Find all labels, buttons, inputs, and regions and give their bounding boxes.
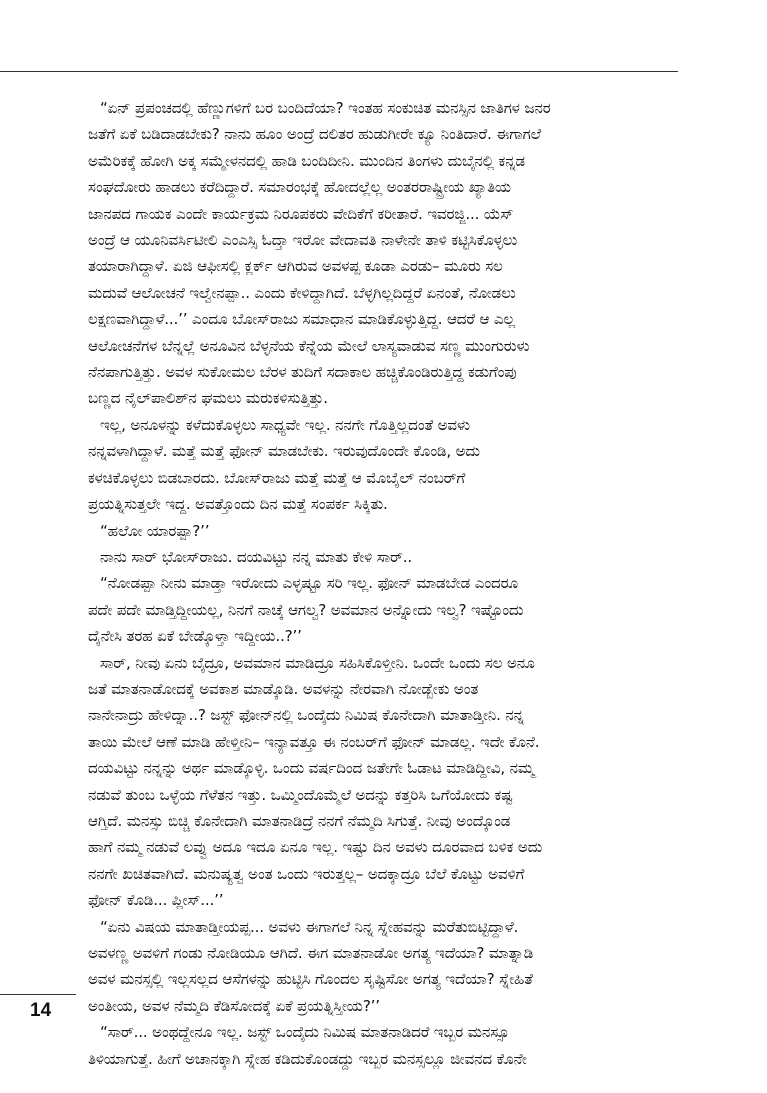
text-line: ಪದೇ ಪದೇ ಮಾಡ್ತಿದ್ದೀಯಲ್ಲ, ನಿನಗೆ ನಾಚ್ಕೆ ಆಗಲ್ವ? ಅವಮಾನ ಅನ್ನೋದು ಇಲ್ವ? ಇಷ್ಟೊಂದು [88, 600, 524, 619]
text-line: “ಸಾರ್... ಅಂಥದ್ದೇನೂ ಇಲ್ಲ. ಜಸ್ಟ್ ಒಂದೈದು ನಿಮಿಷ ಮಾತನಾಡಿದರೆ ಇಬ್ಬರ ಮನಸ್ಸೂ [100, 1023, 510, 1042]
text-line: ಜತೆ ಮಾತನಾಡೋದಕ್ಕೆ ಅವಕಾಶ ಮಾಡ್ಕೊಡಿ. ಅವಳನ್ನು ನೇರವಾಗಿ ನೋಡ್ಬೇಕು ಅಂತ [88, 679, 479, 698]
page-body [88, 95, 680, 1072]
header-rule [0, 71, 678, 72]
paragraph [88, 518, 680, 544]
text-line: “ಹಲೋ ಯಾರಪ್ಪಾ?’’ [100, 521, 210, 540]
footer-rule [0, 994, 76, 995]
text-line: ಆಗ್ತಿದೆ. ಮನಸ್ಸು ಬಿಚ್ಚಿ ಕೊನೇದಾಗಿ ಮಾತನಾಡಿದ್ರೆ ನನಗೆ ನೆಮ್ಮದಿ ಸಿಗುತ್ತೆ. ನೀವು ಅಂದ್ಕೊಂಡ [88, 811, 511, 830]
text-line: “ನೋಡಪ್ಪಾ ನೀನು ಮಾಡ್ತಾ ಇರೋದು ಎಳ್ಳಷ್ಟೂ ಸರಿ ಇಲ್ಲ. ಫೋನ್ ಮಾಡಬೇಡ ಎಂದರೂ [100, 574, 519, 593]
paragraph [88, 650, 680, 914]
paragraph [88, 570, 680, 649]
text-line: ನನ್ನವಳಾಗಿದ್ದಾಳೆ. ಮತ್ತೆ ಮತ್ತೆ ಫೋನ್ ಮಾಡಬೇಕು. ಇರುವುದೊಂದೇ ಕೊಂಡಿ, ಅದು [88, 442, 480, 461]
text-line: ಸಂಘದೋರು ಹಾಡಲು ಕರೆದಿದ್ದಾರೆ. ಸಮಾರಂಭಕ್ಕೆ ಹೋದಲ್ಲೆಲ್ಲ ಅಂತರರಾಷ್ಟ್ರೀಯ ಖ್ಯಾತಿಯ [88, 178, 512, 197]
text-line: ತಯಾರಾಗಿದ್ದಾಳೆ. ಏಜಿ ಆಫೀಸಲ್ಲಿ ಕ್ಲರ್ಕ್ ಆಗಿರುವ ಅವಳಪ್ಪ ಕೂಡಾ ಎರಡು– ಮೂರು ಸಲ [88, 257, 503, 276]
page-number: 14 [30, 1000, 52, 1021]
text-line: ಮದುವೆ ಆಲೋಚನೆ ಇಲ್ವೇನಪ್ಪಾ.. ಎಂದು ಕೇಳಿದ್ದಾಗಿದೆ. ಬೆಳ್ಳಗಿಲ್ಲದಿದ್ದರೆ ಏನಂತೆ, ನೋಡಲು [88, 283, 516, 302]
text-line: ಪ್ರಯತ್ನಿಸುತ್ತಲೇ ಇದ್ದ. ಅವತ್ತೊಂದು ದಿನ ಮತ್ತೆ ಸಂಪರ್ಕ ಸಿಕ್ಕಿತು. [88, 495, 388, 514]
text-line: ತಿಳಿಯಾಗುತ್ತೆ. ಹೀಗೆ ಅಚಾನಕ್ಕಾಗಿ ಸ್ನೇಹ ಕಡಿದುಕೊಂಡದ್ದು ಇಬ್ಬರ ಮನಸ್ಸಲ್ಲೂ ಜೀವನದ ಕೊನೇ [88, 1049, 527, 1068]
text-line: ಹಾಗೆ ನಮ್ಮ ನಡುವೆ ಲವ್ವು ಅದೂ ಇದೂ ಏನೂ ಇಲ್ಲ. ಇಷ್ಟು ದಿನ ಅವಳು ದೂರವಾದ ಬಳಿಕ ಅದು [88, 838, 543, 857]
paragraph [88, 1019, 680, 1072]
text-line: ಇಲ್ಲ, ಅನೂಳನ್ನು ಕಳೆದುಕೊಳ್ಳಲು ಸಾಧ್ಯವೇ ಇಲ್ಲ. ನನಗೇ ಗೊತ್ತಿಲ್ಲದಂತೆ ಅವಳು [100, 415, 470, 434]
text-line: ಜತೆಗೆ ಏಕೆ ಬಡಿದಾಡಬೇಕು? ನಾನು ಹೂಂ ಅಂದ್ರೆ ದಲಿತರ ಹುಡುಗೀರೇ ಕ್ಯೂ ನಿಂತಿದಾರೆ. ಈಗಾಗಲೆ [88, 125, 541, 144]
paragraph [88, 914, 680, 1020]
text-line: ಅವಳಣ್ಣ ಅವಳಿಗೆ ಗಂಡು ನೋಡಿಯೂ ಆಗಿದೆ. ಈಗ ಮಾತನಾಡೋ ಅಗತ್ಯ ಇದೆಯಾ? ಮಾತ್ನಾಡಿ [88, 944, 534, 962]
paragraph [88, 544, 680, 570]
text-line: ಜಾನಪದ ಗಾಯಕ ಎಂದೇ ಕಾರ್ಯಕ್ರಮ ನಿರೂಪಕರು ವೇದಿಕೆಗೆ ಕರೀತಾರೆ. ಇವರಜ್ಜಿ... ಯೆಸ್ [88, 204, 514, 223]
text-line: ನಾನೇನಾದ್ರು ಹೇಳಿದ್ನಾ..? ಜಸ್ಟ್ ಫೋನ್‌ನಲ್ಲಿ ಒಂದೈದು ನಿಮಿಷ ಕೊನೇದಾಗಿ ಮಾತಾಡ್ತೀನಿ. ನನ್ನ [88, 706, 524, 725]
text-line: ನೆನಪಾಗುತ್ತಿತ್ತು. ಅವಳ ಸುಕೋಮಲ ಬೆರಳ ತುದಿಗೆ ಸದಾಕಾಲ ಹಚ್ಚಿಕೊಂಡಿರುತ್ತಿದ್ದ ಕಡುಗೆಂಪು [88, 363, 517, 382]
text-line: ಆಲೋಚನೆಗಳ ಬೆನ್ನಲ್ಲೆ ಅನೂವಿನ ಬೆಳ್ಳನೆಯ ಕೆನ್ನೆಯ ಮೇಲೆ ಲಾಸ್ಯವಾಡುವ ಸಣ್ಣ ಮುಂಗುರುಳು [88, 336, 530, 355]
text-line: ನನಗೇ ಖಚಿತವಾಗಿದೆ. ಮನುಷ್ಯತ್ವ ಅಂತ ಒಂದು ಇರುತ್ತಲ್ಲ– ಅದಕ್ಕಾದ್ರೂ ಬೆಲೆ ಕೊಟ್ಟು ಅವಳಿಗೆ [88, 864, 525, 883]
text-line: ದೈನೇಸಿ ತರಹ ಏಕೆ ಬೇಡ್ಕೊಳ್ತಾ ಇದ್ದೀಯ..?’’ [88, 627, 302, 646]
text-line: ನಡುವೆ ತುಂಬ ಒಳ್ಳೆಯ ಗೆಳೆತನ ಇತ್ತು. ಒಮ್ಮಿಂದೊಮ್ಮೆಲೆ ಅದನ್ನು ಕತ್ತರಿಸಿ ಒಗೆಯೋದು ಕಷ್ಟ [88, 785, 513, 804]
text-line: ಲಕ್ಷಣವಾಗಿದ್ದಾಳೆ...’’ ಎಂದೂ ಬೋಸ್‌ರಾಜು ಸಮಾಧಾನ ಮಾಡಿಕೊಳ್ಳುತ್ತಿದ್ದ. ಆದರೆ ಆ ಎಲ್ಲ [88, 310, 515, 329]
text-line: ನಾನು ಸಾರ್ ಭೋಸ್‌ರಾಜು. ದಯವಿಟ್ಟು ನನ್ನ ಮಾತು ಕೇಳಿ ಸಾರ್.. [100, 547, 413, 566]
text-line: ಸಾರ್, ನೀವು ಏನು ಬೈದ್ರೂ, ಅವಮಾನ ಮಾಡಿದ್ರೂ ಸಹಿಸಿಕೊಳ್ತೀನಿ. ಒಂದೇ ಒಂದು ಸಲ ಅನೂ [100, 653, 535, 672]
text-line: ಅಂತೀಯ, ಅವಳ ನೆಮ್ಮದಿ ಕೆಡಿಸೋದಕ್ಕೆ ಏಕೆ ಪ್ರಯತ್ನಿಸ್ತೀಯ?’’ [88, 996, 380, 1015]
text-line: ಬಣ್ಣದ ನೈಲ್‌ಪಾಲಿಶ್‌ನ ಘಮಲು ಮರುಕಳಿಸುತ್ತಿತ್ತು. [88, 389, 328, 408]
paragraph [88, 412, 680, 518]
text-line: ಅಂದ್ರೆ ಆ ಯೂನಿವರ್ಸಿಟೀಲಿ ಎಂಎಸ್ಸಿ ಓದ್ತಾ ಇರೋ ವೇದಾವತಿ ನಾಳೇನೇ ತಾಳಿ ಕಟ್ಟಿಸಿಕೊಳ್ಳಲು [88, 231, 518, 250]
text-line: ದಯವಿಟ್ಟು ನನ್ನನ್ನು ಅರ್ಥ ಮಾಡ್ಕೊಳ್ಳಿ. ಒಂದು ವರ್ಷದಿಂದ ಜತೇಗೇ ಓಡಾಟ ಮಾಡಿದ್ದೀವಿ, ನಮ್ಮ [88, 759, 535, 778]
text-line: ಅಮೆರಿಕಕ್ಕೆ ಹೋಗಿ ಅಕ್ಕ ಸಮ್ಮೇಳನದಲ್ಲಿ ಹಾಡಿ ಬಂದಿದೀನಿ. ಮುಂದಿನ ತಿಂಗಳು ದುಬೈನಲ್ಲಿ ಕನ್ನಡ [88, 151, 525, 170]
paragraph [88, 95, 680, 412]
text-line: ಅವಳ ಮನಸ್ಸಲ್ಲಿ ಇಲ್ಲಸಲ್ಲದ ಆಸೆಗಳನ್ನು ಹುಟ್ಟಿಸಿ ಗೊಂದಲ ಸೃಷ್ಟಿಸೋ ಅಗತ್ಯ ಇದೆಯಾ? ಸ್ನೇಹಿತೆ [88, 970, 533, 989]
text-line: “ಏನು ವಿಷಯ ಮಾತಾಡ್ತೀಯಪ್ಪ... ಅವಳು ಈಗಾಗಲೆ ನಿನ್ನ ಸ್ನೇಹವನ್ನು ಮರೆತುಬಿಟ್ಟಿದ್ದಾಳೆ. [100, 917, 519, 936]
text-line: “ಏನ್ ಪ್ರಪಂಚದಲ್ಲಿ ಹೆಣ್ಣುಗಳಿಗೆ ಬರ ಬಂದಿದೆಯಾ? ಇಂತಹ ಸಂಕುಚಿತ ಮನಸ್ಸಿನ ಜಾತಿಗಳ ಜನರ [100, 99, 551, 117]
text-line: ಫೋನ್ ಕೊಡಿ... ಪ್ಲೀಸ್...’’ [88, 891, 224, 910]
text-line: ತಾಯಿ ಮೇಲೆ ಆಣೆ ಮಾಡಿ ಹೇಳ್ತೀನಿ– ಇನ್ಯಾವತ್ತೂ ಈ ನಂಬರ್‌ಗೆ ಫೋನ್ ಮಾಡಲ್ಲ. ಇದೇ ಕೊನೆ. [88, 732, 540, 751]
text-line: ಕಳಚಿಕೊಳ್ಳಲು ಬಿಡಬಾರದು. ಬೋಸ್‌ರಾಜು ಮತ್ತೆ ಮತ್ತೆ ಆ ಮೊಬೈಲ್ ನಂಬರ್‌ಗೆ [88, 468, 466, 487]
